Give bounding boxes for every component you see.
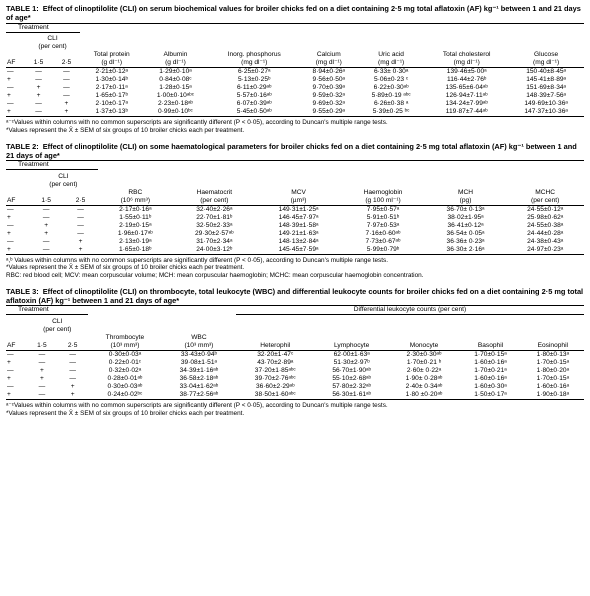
table-3-col-4: Monocyte — [409, 341, 439, 349]
treatment-cell: — — [42, 245, 50, 253]
table-3-caption — [6, 287, 584, 306]
value-cell: 146·45±7·97ᵃ — [278, 213, 319, 221]
value-cell: 151·69±8·34ᵃ — [526, 84, 566, 92]
treatment-cell: — — [77, 205, 84, 213]
value-cell: 148·39±1·58ᵃ — [278, 221, 319, 229]
value-cell: 51·30±2·97ᵇ — [333, 358, 370, 366]
table-1-footnote-1: ᵃ⁻ᶜValues within columns with no common superscripts are significantly different (P < 0·05), according to Duncan's multiple range tests. — [6, 119, 388, 127]
treatment-cell: — — [35, 100, 42, 108]
table-1-col-af: AF — [7, 59, 16, 67]
table-3-col-6: Eosinophil — [537, 341, 569, 349]
value-cell: 0·30±0·03ᵃ — [108, 350, 142, 358]
table-row — [6, 92, 584, 100]
table-3-col-3: Lymphocyte — [334, 341, 370, 349]
table-2-caption — [6, 142, 584, 161]
value-cell: 150·40±8·45ᵃ — [526, 68, 566, 76]
value-cell: 1·60±0·16ᵃ — [474, 374, 507, 382]
value-cell: 1·90±0·18ᵃ — [536, 390, 570, 398]
table-1-col-3: Calcium (mg dl⁻¹) — [315, 51, 342, 67]
value-cell: 134·24±7·99ᵃᵇ — [445, 100, 488, 108]
value-cell: 62·00±1·63ᵃ — [333, 350, 370, 358]
table-row — [6, 375, 584, 383]
value-cell: 33·04±1·62ᵃᵇ — [179, 382, 219, 390]
treatment-cell: — — [77, 229, 84, 237]
value-cell: 149·31±1·25ᵃ — [278, 205, 319, 213]
value-cell: 7·73±0·67ᵃᵇ — [365, 237, 401, 245]
value-cell: 57·80±2·32ᵃᵇ — [332, 382, 371, 390]
value-cell: 56·30±1·61ᵃᵇ — [332, 390, 371, 398]
value-cell: 1·50±0·17ᵃ — [474, 390, 507, 398]
value-cell: 2·10±0·17ᵃ — [95, 100, 128, 108]
value-cell: 36·41±0·12ᵃ — [447, 221, 484, 229]
treatment-cell: — — [38, 390, 46, 398]
value-cell: 5·89±0·19 ᵃᵇᶜ — [371, 92, 411, 100]
value-cell: 126·94±7·11ᵃᵇ — [445, 92, 488, 100]
table-2-col-2: MCV (µm³) — [290, 188, 307, 204]
value-cell: 148·13±2·84ᵃ — [278, 237, 319, 245]
table-1-footnotes — [6, 119, 584, 134]
value-cell: 139·46±5·00ᵃ — [446, 68, 487, 76]
treatment-cell: — — [35, 76, 42, 84]
value-cell: 55·10±2·68ᵃᵇ — [332, 374, 371, 382]
value-cell: 1·80±0·20ᵃ — [536, 366, 570, 374]
treatment-cell: — — [7, 237, 14, 245]
table-3-footnote-2: *Values represent the X̄ ± SEM of six groups of 10 broiler chicks each per treatment. — [6, 409, 245, 417]
value-cell: 2·30±0·30ᵃᵇ — [406, 350, 442, 358]
value-cell: 135·65±6·04ᵃᵇ — [445, 84, 488, 92]
table-2-treatment-header: Treatment — [6, 161, 98, 170]
table-3-col-cli-1: 1·5 — [37, 341, 47, 349]
table-3-col-1: WBC (10³ mm³) — [184, 333, 214, 349]
value-cell: 0·22±0·01ᶜ — [108, 358, 142, 366]
table-3-cli-header: CLI (per cent) — [43, 317, 72, 333]
value-cell: 7·97±0·53ᵃ — [366, 221, 400, 229]
value-cell: 2·60± 0·22ᵃ — [406, 366, 442, 374]
table-2-block — [6, 142, 584, 280]
value-cell: 1·60±0·30ᵃ — [474, 382, 507, 390]
treatment-cell: — — [63, 92, 70, 100]
value-cell: 36·60±2·29ᵃᵇ — [255, 382, 295, 390]
treatment-cell: + — [70, 382, 75, 390]
treatment-cell: — — [38, 350, 46, 358]
value-cell: 33·43±0·94ᵇ — [180, 350, 217, 358]
treatment-cell: — — [7, 382, 14, 390]
table-row — [6, 76, 584, 84]
value-cell: 147·37±10·36ᵃ — [524, 108, 568, 116]
table-row — [6, 367, 584, 375]
value-cell: 0·84±0·08ᶜ — [159, 76, 192, 84]
treatment-cell: + — [7, 245, 11, 253]
value-cell: 6·07±0·39ᵃᵇ — [236, 100, 272, 108]
treatment-cell: + — [7, 213, 11, 221]
table-2-col-cli-2: 2·5 — [75, 196, 86, 204]
table-2-col-1: Haematocrit (per cent) — [196, 188, 233, 204]
value-cell: 9·56±0·50ᵃ — [312, 76, 346, 84]
table-2-col-4: MCH (pg) — [458, 188, 474, 204]
table-row — [6, 359, 584, 367]
value-cell: 145·41±8·89ᵃ — [526, 76, 566, 84]
treatment-cell: — — [35, 68, 42, 76]
value-cell: 5·06±0·23 ᶜ — [374, 76, 409, 84]
value-cell: 56·70±1·90ᵃᵇ — [332, 366, 371, 374]
value-cell: 39·08±1·51ᵃ — [180, 358, 217, 366]
value-cell: 5·13±0·25ᵇ — [237, 76, 271, 84]
value-cell: 25·98±0·62ᵃ — [527, 213, 564, 221]
table-1-col-4: Uric acid (mg dl⁻¹) — [378, 51, 405, 67]
treatment-cell: — — [42, 205, 50, 213]
value-cell: 22·70±1·81ᵇ — [196, 213, 233, 221]
table-3-col-2: Heterophil — [260, 341, 291, 349]
value-cell: 1·00±0·10ᵃᵇᶜ — [156, 92, 195, 100]
table-3 — [6, 305, 584, 400]
treatment-cell: — — [38, 382, 46, 390]
treatment-cell: + — [7, 229, 11, 237]
value-cell: 38·50±1·60ᵃᵇᶜ — [254, 390, 296, 398]
table-row — [6, 222, 584, 230]
value-cell: 8·94±0·26ᵃ — [312, 68, 346, 76]
value-cell: 1·80±0·13ᵃ — [536, 350, 570, 358]
treatment-cell: — — [63, 76, 70, 84]
value-cell: 9·59±0·32ᵃ — [312, 92, 346, 100]
value-cell: 1·90± 0·28ᵃᵇ — [405, 374, 443, 382]
table-row — [6, 391, 584, 400]
value-cell: 149·69±10·36ᵃ — [524, 100, 568, 108]
treatment-cell: — — [7, 366, 14, 374]
value-cell: 148·39±7·56ᵃ — [526, 92, 566, 100]
table-row — [6, 68, 584, 77]
treatment-cell: — — [42, 237, 50, 245]
table-1-caption — [6, 4, 584, 23]
treatment-cell: + — [44, 229, 49, 237]
value-cell: 2·17±0·16ᵃ — [119, 205, 152, 213]
value-cell: 5·39±0·25 ᵇᶜ — [372, 108, 410, 116]
treatment-cell: + — [7, 76, 11, 84]
value-cell: 24·55±0·12ᵃ — [527, 205, 564, 213]
treatment-cell: + — [64, 108, 69, 116]
table-3-body — [6, 350, 584, 399]
treatment-cell: — — [7, 205, 14, 213]
treatment-cell: — — [63, 84, 70, 92]
treatment-cell: — — [69, 358, 76, 366]
value-cell: 1·70±0·15ᵃ — [536, 358, 570, 366]
table-row — [6, 238, 584, 246]
treatment-cell: + — [7, 108, 11, 116]
value-cell: 29·30±2·57ᵃᵇ — [195, 229, 234, 237]
value-cell: 32·50±2·33ᵃ — [196, 221, 233, 229]
table-2-col-0: RBC (10⁶ mm³) — [120, 188, 151, 204]
value-cell: 7·95±0·57ᵃ — [366, 205, 400, 213]
treatment-cell: + — [7, 374, 11, 382]
table-1-col-0: Total protein (g dl⁻¹) — [93, 51, 130, 67]
table-row — [6, 383, 584, 391]
table-1-title: Effect of clinoptilolite (CLI) on serum biochemical values for broiler chicks fed on a diet containing 2·5 mg total aflatoxin (AF) kg⁻¹ between 1 and 21 days of age* — [6, 4, 581, 23]
table-2-body — [6, 205, 584, 254]
table-2-footnote-1: ᵃ,ᵇ Values within columns with no common superscripts are significantly different (P < 0·05), according to Duncan's multiple range tests. — [6, 256, 388, 264]
table-3-col-5: Basophil — [477, 341, 504, 349]
treatment-cell: — — [7, 84, 14, 92]
table-2-footnote-3: RBC: red blood cell; MCV: mean corpuscular volume; MCH: mean corpuscular haemoglobin; MCHC: mean corpuscular haemoglobin concentration. — [6, 272, 424, 279]
table-1-col-cli-2: 2·5 — [61, 59, 72, 67]
value-cell: 31·70±2·34ᵃ — [196, 237, 233, 245]
value-cell: 1·37±0·13ᵇ — [95, 108, 128, 116]
value-cell: 1·65±0·17ᵇ — [95, 92, 128, 100]
table-2-col-cli-1: 1·5 — [41, 196, 51, 204]
value-cell: 24·44±0·28ᵃ — [527, 229, 564, 237]
value-cell: 6·25±0·27ᵃ — [237, 68, 271, 76]
value-cell: 0·99±0·10ᵇᶜ — [158, 108, 193, 116]
table-row — [6, 230, 584, 238]
treatment-cell: — — [7, 68, 14, 76]
table-2-footnotes — [6, 257, 584, 280]
value-cell: 1·65±0·18ᵇ — [119, 245, 152, 253]
value-cell: 1·70±0·15ᵃ — [474, 350, 507, 358]
treatment-cell: — — [7, 221, 14, 229]
treatment-cell: — — [69, 374, 76, 382]
table-row — [6, 246, 584, 255]
table-3-title: Effect of clinoptilolite (CLI) on thrombocyte, total leukocyte (WBC) and differential leukocyte counts for broiler chicks fed on a diet containing 2·5 mg total aflatoxin (AF) kg⁻¹ between 1 and 21 days of age* — [6, 286, 584, 305]
table-2-cli-header: CLI (per cent) — [49, 172, 78, 188]
treatment-cell: — — [69, 366, 76, 374]
value-cell: 1·29±0·10ᵃ — [159, 68, 192, 76]
table-1-col-1: Albumin (g dl⁻¹) — [163, 51, 188, 67]
value-cell: 119·87±7·44ᵃᵇ — [445, 108, 488, 116]
value-cell: 24·97±0·23ᵃ — [527, 245, 564, 253]
treatment-cell: + — [39, 366, 44, 374]
value-cell: 1·30±0·14ᵇ — [95, 76, 128, 84]
value-cell: 34·39±1·16ᵃᵇ — [179, 366, 219, 374]
table-1 — [6, 23, 584, 118]
table-2-label: TABLE 2: — [6, 141, 39, 151]
value-cell: 1·28±0·15ᵃ — [159, 84, 192, 92]
treatment-cell: + — [44, 221, 49, 229]
value-cell: 38·77±2·56ᵃᵇ — [179, 390, 219, 398]
value-cell: 2·40± 0·34ᵃᵇ — [405, 382, 443, 390]
value-cell: 6·22±0·30ᵃᵇ — [373, 84, 409, 92]
treatment-cell: — — [35, 108, 42, 116]
treatment-cell: + — [39, 374, 44, 382]
treatment-cell: — — [38, 358, 46, 366]
treatment-cell: — — [7, 350, 14, 358]
value-cell: 24·00±3·12ᵇ — [196, 245, 233, 253]
value-cell: 2·13±0·19ᵃ — [119, 237, 152, 245]
value-cell: 0·28±0·01ᵃᵇ — [107, 374, 143, 382]
table-1-label: TABLE 1: — [6, 4, 39, 13]
value-cell: 32·40±2·26ᵃ — [196, 205, 233, 213]
value-cell: 2·17±0·11ᵃ — [95, 84, 128, 92]
table-3-footnotes — [6, 402, 584, 417]
value-cell: 36·30± 2·16ᵃ — [446, 245, 485, 253]
value-cell: 6·33± 0·30ᵃ — [373, 68, 409, 76]
value-cell: 6·11±0·29ᵃᵇ — [236, 84, 272, 92]
value-cell: 149·21±1·63ᵃ — [278, 229, 319, 237]
table-3-treatment-header: Treatment — [6, 306, 88, 315]
value-cell: 5·57±0·16ᵃᵇ — [236, 92, 272, 100]
value-cell: 43·70±2·89ᵃ — [257, 358, 294, 366]
table-row — [6, 84, 584, 92]
value-cell: 1·70±0·21 ᵇ — [406, 358, 442, 366]
table-1-treatment-header: Treatment — [6, 23, 80, 32]
table-2-col-af: AF — [7, 196, 16, 204]
value-cell: 1·96±0·17ᵃᵇ — [117, 229, 153, 237]
value-cell: 24·55±0·38ᵃ — [527, 221, 564, 229]
value-cell: 0·30±0·03ᵃᵇ — [107, 382, 143, 390]
table-1-col-5: Total cholesterol (mg dl⁻¹) — [442, 51, 491, 67]
value-cell: 1·60±0·16ᵃ — [474, 358, 507, 366]
value-cell: 5·45±0·50ᵃᵇ — [236, 108, 272, 116]
table-2-col-3: Haemoglobin (g 100 ml⁻¹) — [363, 188, 403, 204]
table-3-col-af: AF — [7, 341, 16, 349]
table-row — [6, 108, 584, 117]
table-1-cli-header: CLI (per cent) — [38, 35, 67, 51]
value-cell: 1·55±0·11ᵇ — [119, 213, 152, 221]
table-3-col-cli-2: 2·5 — [67, 341, 78, 349]
value-cell: 36·54± 0·05ᵃ — [446, 229, 485, 237]
table-2 — [6, 160, 584, 255]
treatment-cell: + — [64, 100, 69, 108]
table-row — [6, 100, 584, 108]
value-cell: 2·23±0·18ᵃᵇ — [157, 100, 193, 108]
value-cell: 37·20±1·85ᵃᵇᶜ — [254, 366, 296, 374]
table-3-col-0: Thrombocyte (10³ mm³) — [105, 333, 145, 349]
value-cell: 5·91±0·51ᵇ — [366, 213, 400, 221]
table-1-footnote-2: *Values represent the X̄ ± SEM of six groups of 10 broiler chicks each per treatment. — [6, 126, 245, 134]
value-cell: 0·32±0·02ᵃ — [108, 366, 142, 374]
table-3-differential-header: Differential leukocyte counts (per cent) — [236, 306, 584, 315]
value-cell: 1·70±0·21ᵃ — [474, 366, 507, 374]
treatment-cell: — — [69, 350, 76, 358]
table-1-col-6: Glucose (mg dl⁻¹) — [533, 51, 560, 67]
value-cell: 2·21±0·12ᵃ — [95, 68, 128, 76]
value-cell: 7·16±0·60ᵃᵇ — [365, 229, 401, 237]
table-3-footnote-1: ᵃ⁻ᶜValues within columns with no common superscripts are significantly different (P < 0·05), according to Duncan's multiple range tests. — [6, 401, 388, 409]
table-1-col-2: Inorg. phosphorus (mg dl⁻¹) — [227, 51, 281, 67]
value-cell: 5·99±0·79ᵇ — [366, 245, 400, 253]
treatment-cell: — — [42, 213, 50, 221]
treatment-cell: — — [77, 213, 84, 221]
table-row — [6, 214, 584, 222]
table-2-col-5: MCHC (per cent) — [531, 188, 560, 204]
treatment-cell: + — [7, 390, 11, 398]
table-2-title: Effect of clinoptilolite (CLI) on some haematological parameters for broiler chicks fed on a diet containing 2·5 mg total aflatoxin (AF) kg⁻¹ between 1 and 21 days of age* — [6, 141, 577, 160]
value-cell: 36·70± 0·13ᵃ — [446, 205, 485, 213]
value-cell: 39·70±2·76ᵃᵇᶜ — [254, 374, 296, 382]
value-cell: 2·19±0·15ᵃ — [119, 221, 152, 229]
value-cell: 1·80 ±0·20ᵃᵇ — [405, 390, 443, 398]
table-1-block — [6, 4, 584, 135]
table-2-footnote-2: *Values represent the X̄ ± SEM of six groups of 10 broiler chicks each per treatment. — [6, 264, 245, 272]
treatment-cell: — — [63, 68, 70, 76]
value-cell: 24·38±0·43ᵃ — [527, 237, 564, 245]
value-cell: 36·36± 0·23ᵃ — [446, 237, 485, 245]
table-row — [6, 350, 584, 359]
value-cell: 38·02±1·95ᵃ — [447, 213, 484, 221]
treatment-cell: + — [36, 84, 41, 92]
treatment-cell: + — [36, 92, 41, 100]
table-3-label: TABLE 3: — [6, 286, 39, 296]
treatment-cell: — — [7, 100, 14, 108]
value-cell: 145·45±7·59ᵃ — [278, 245, 319, 253]
value-cell: 9·70±0·39ᵃ — [312, 84, 346, 92]
table-1-col-cli-1: 1·5 — [33, 59, 44, 67]
value-cell: 36·58±2·18ᵃᵇ — [179, 374, 219, 382]
treatment-cell: + — [70, 390, 75, 398]
value-cell: 116·44±2·76ᵇ — [447, 76, 487, 84]
treatment-cell: + — [78, 237, 83, 245]
treatment-cell: — — [77, 221, 84, 229]
treatment-cell: + — [78, 245, 83, 253]
table-row — [6, 205, 584, 214]
table-3-block — [6, 287, 584, 418]
value-cell: 1·60±0·16ᵃ — [536, 382, 570, 390]
table-1-body — [6, 68, 584, 117]
value-cell: 1·70±0·15ᵃ — [536, 374, 570, 382]
value-cell: 9·55±0·29ᵃ — [312, 108, 346, 116]
value-cell: 9·69±0·32ᵃ — [312, 100, 346, 108]
value-cell: 0·24±0·02ᵇᶜ — [107, 390, 143, 398]
value-cell: 6·26±0·38 ᵃ — [373, 100, 409, 108]
value-cell: 32·20±1·47ᶜ — [257, 350, 294, 358]
treatment-cell: + — [7, 92, 11, 100]
treatment-cell: + — [7, 358, 11, 366]
